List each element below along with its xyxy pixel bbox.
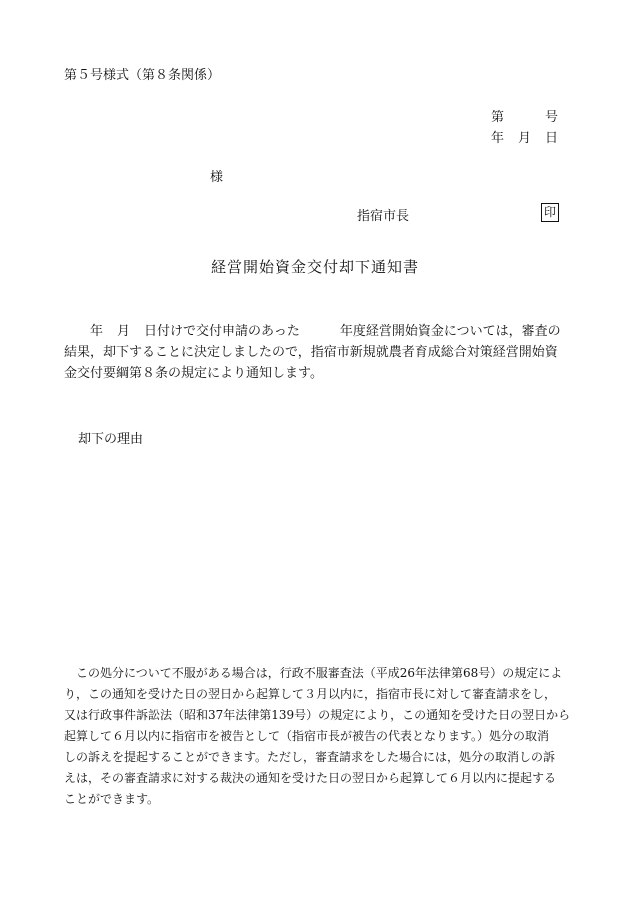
appeal-line: り，この通知を受けた日の翌日から起算して３月以内に，指宿市長に対して審査請求をし， <box>64 687 557 701</box>
date-day-label: 日 <box>545 131 559 146</box>
appeal-line: ことができます。 <box>64 792 160 806</box>
appeal-line: しの訴えを提起することができます。ただし，審査請求をした場合には，処分の取消しの訴 <box>64 750 556 764</box>
addressee-honorific: 様 <box>210 170 224 185</box>
appeal-line: えは，その審査請求に対する裁決の通知を受けた日の翌日から起算して６月以内に提起する <box>64 771 557 785</box>
body-line-1 <box>64 321 584 342</box>
appeal-line: 又は行政事件訴訟法（昭和37年法律第139号）の規定により，この通知を受けた日の翌日から <box>64 708 571 722</box>
form-number: 第５号様式（第８条関係） <box>64 68 221 83</box>
appeal-line: 起算して６月以内に指宿市を被告として（指宿市長が被告の代表となります。）処分の取消 <box>64 729 550 743</box>
date-year-label: 年 <box>491 131 505 146</box>
reason-label: 却下の理由 <box>78 432 144 447</box>
seal-mark: 印 <box>541 203 559 222</box>
document-title: 経営開始資金交付却下通知書 <box>210 258 419 276</box>
body-text-a: 日付けで交付申請のあった <box>144 324 300 339</box>
body-text-b: 年度経営開始資金については，審査の <box>339 324 561 339</box>
doc-number-suffix: 号 <box>545 110 559 125</box>
body-line-2: 結果，却下することに決定しましたので，指宿市新規就農者育成総合対策経営開始資 <box>64 345 558 360</box>
body-line-3: 金交付要綱第８条の規定により通知します。 <box>64 366 323 381</box>
body-year-label: 年 <box>90 324 104 339</box>
body-paragraph <box>64 321 584 384</box>
doc-number-label: 第 <box>491 110 505 125</box>
sender-title: 指宿市長 <box>357 209 410 224</box>
body-month-label: 月 <box>117 324 131 339</box>
appeal-line: この処分について不服がある場合は，行政不服審査法（平成26年法律第68号）の規定によ <box>76 666 563 680</box>
date-month-label: 月 <box>518 131 532 146</box>
appeal-notice <box>64 663 584 810</box>
